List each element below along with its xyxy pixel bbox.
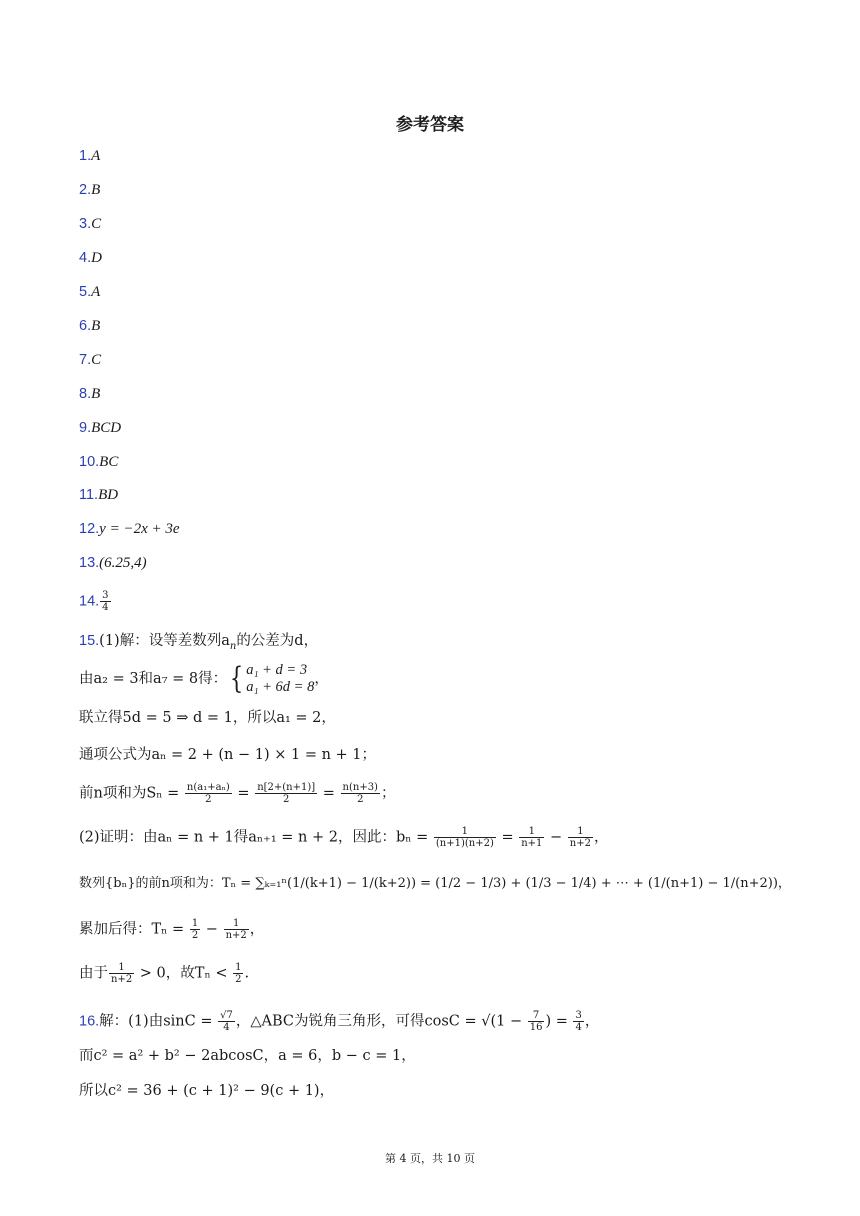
question-number: 5.: [79, 284, 92, 300]
q16-line-3: 所以c² = 36 + (c + 1)² − 9(c + 1)，: [79, 1083, 335, 1099]
answer-3: [79, 214, 101, 234]
question-number: 3.: [79, 216, 92, 232]
question-number: 2.: [79, 182, 92, 198]
answer-9: [79, 418, 121, 438]
answer-text: B: [91, 386, 101, 402]
question-number: 15.: [79, 633, 100, 649]
q16-line-1: 16.解：(1)由sinC = $\frac{√7}{4}$ ，△ABC为锐角三角形，可得cosC = √(1 − $\frac{7}{16}$ ) = $\frac{3}{4}$ ，: [79, 1010, 600, 1033]
q15-line-1: 15.(1)解：设等差数列$a_n$的公差为d，: [79, 633, 319, 652]
answer-13: [79, 553, 147, 573]
question-number: 13.: [79, 555, 100, 571]
q15-line-8: 累加后得：Tₙ = $\frac{1}{2}$ − $\frac{1}{n+2}$ ，: [79, 918, 265, 941]
answer-text: A: [91, 284, 101, 300]
answer-12: [79, 519, 180, 539]
answer-14: [79, 590, 112, 613]
question-number: 4.: [79, 250, 92, 266]
answer-text: BCD: [91, 420, 122, 436]
equation-system: a₁ + d = 3 a₁ + 6d = 8: [246, 662, 315, 695]
question-number: 16.: [79, 1013, 100, 1030]
question-number: 7.: [79, 352, 92, 368]
left-brace: {: [229, 661, 244, 696]
question-number: 1.: [79, 148, 92, 164]
question-number: 6.: [79, 318, 92, 334]
answer-text: BD: [98, 487, 119, 503]
question-number: 8.: [79, 386, 92, 402]
q15-line-6: (2)证明：由aₙ = n + 1得aₙ₊₁ = n + 2，因此：bₙ = $\frac{1}{(n+1)(n+2)}$ = $\frac{1}{n+1}$ − $\frac{1}{n+2}$ ，: [79, 826, 609, 849]
q15-line-9: 由于 $\frac{1}{n+2}$ > 0，故Tₙ < $\frac{1}{2}$ .: [79, 962, 250, 985]
q16-line-2: 而c² = a² + b² − 2abcosC，a = 6，b − c = 1，: [79, 1048, 416, 1064]
answer-text: BC: [99, 454, 119, 470]
answer-text: C: [91, 216, 102, 232]
answer-5: [79, 282, 100, 302]
page-footer: 第 4 页，共 10 页: [385, 1152, 475, 1165]
answer-11: [79, 485, 118, 505]
fraction: $\frac{3}{4}$: [102, 590, 109, 613]
answer-text: (6.25,4): [99, 555, 147, 571]
answer-10: [79, 452, 118, 472]
answer-8: [79, 384, 100, 404]
q15-line-7: 数列{bₙ}的前n项和为：Tₙ = ∑ₖ₌₁ⁿ(1/(k+1) − 1/(k+2)) = (1/2 − 1/3) + (1/3 − 1/4) + ⋯ + (1/(n+1) − 1/(n+2))，: [79, 876, 791, 891]
answer-text: D: [91, 250, 102, 266]
question-number: 9.: [79, 420, 92, 436]
page-title: 参考答案: [396, 115, 464, 135]
answer-text: B: [91, 318, 101, 334]
answer-6: [79, 316, 100, 336]
answer-text: B: [91, 182, 101, 198]
q15-line-2: 由a₂ = 3和a₇ = 8得：{ a₁ + d = 3 a₁ + 6d = 8 ，: [79, 661, 329, 696]
question-number: 11.: [79, 487, 99, 503]
answer-text: A: [91, 148, 101, 164]
question-number: 14.: [79, 593, 100, 610]
answer-4: [79, 248, 102, 268]
q15-line-5: 前n项和为Sₙ = $\frac{\text{n(a₁+aₙ)}}{2}$ = $\frac{n[2+(n+1)]}{2}$ = $\frac{n(n+3)}{2}$ ；: [79, 782, 396, 805]
question-number: 10.: [79, 454, 100, 470]
answer-text: C: [91, 352, 102, 368]
question-number: 12.: [79, 521, 100, 537]
q15-line-4: 通项公式为aₙ = 2 + (n − 1) × 1 = n + 1；: [79, 747, 377, 763]
q15-line-3: 联立得5d = 5 ⇒ d = 1，所以a₁ = 2，: [79, 710, 336, 726]
answer-1: [79, 146, 100, 166]
answer-text: y = −2x + 3e: [99, 521, 180, 537]
answer-2: [79, 180, 100, 200]
answer-7: [79, 350, 101, 370]
